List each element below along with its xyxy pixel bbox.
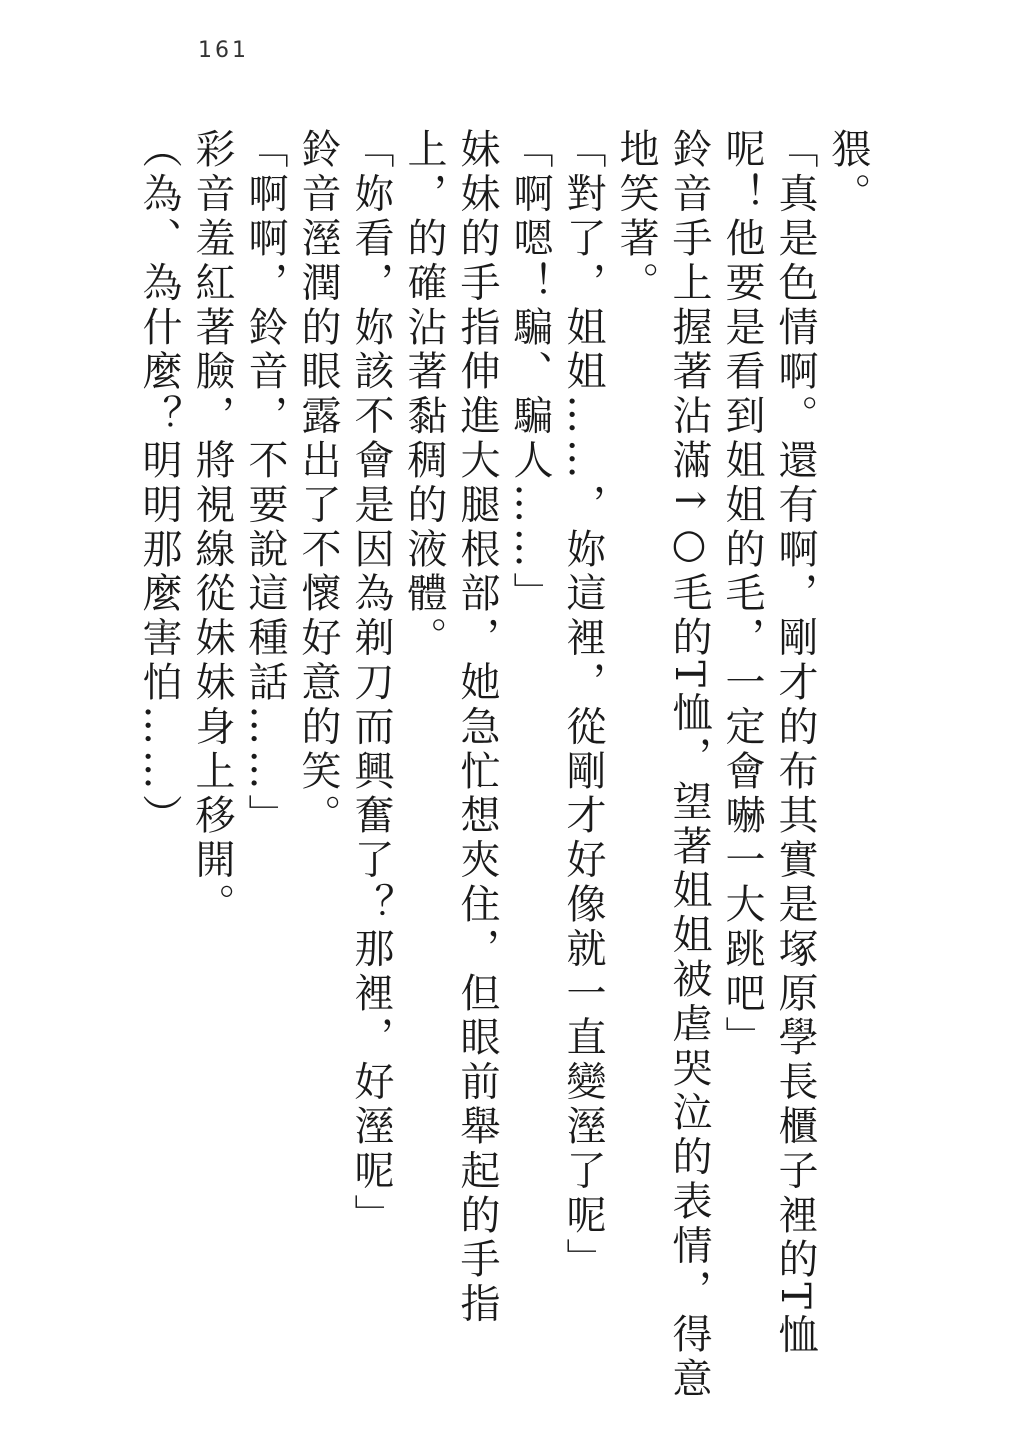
page-number: 161 xyxy=(198,38,249,63)
text-column: 鈴音溼潤的眼露出了不懷好意的笑。 xyxy=(295,128,341,839)
text-column: 「妳看，妳該不會是因為剃刀而興奮了？那裡，好溼呢」 xyxy=(348,128,394,1238)
vertical-text-body xyxy=(132,128,874,1402)
text-column: 妹妹的手指伸進大腿根部，她急忙想夾住，但眼前舉起的手指 xyxy=(454,128,500,1327)
text-column: 「啊啊，鈴音，不要說這種話……」 xyxy=(242,128,288,839)
text-column: 呢！他要是看到姐姐的毛，一定會嚇一大跳吧」 xyxy=(719,128,765,1061)
text-column: 上，的確沾著黏稠的液體。 xyxy=(401,128,447,661)
text-column: 「對了，姐姐……，妳這裡，從剛才好像就一直變溼了呢」 xyxy=(560,128,606,1283)
text-column: 彩音羞紅著臉，將視線從妹妹身上移開。 xyxy=(189,128,235,928)
text-column: 「啊嗯！騙、騙人……」 xyxy=(507,128,553,617)
text-column: 地笑著。 xyxy=(613,128,659,306)
text-column: 猥。 xyxy=(825,128,871,217)
text-column: 鈴音手上握著沾滿↑○毛的T恤，望著姐姐被虐哭泣的表情，得意 xyxy=(666,128,712,1402)
text-column: （為、為什麼？明明那麼害怕……） xyxy=(136,128,182,839)
text-column: 「真是色情啊。還有啊，剛才的布其實是塚原學長櫃子裡的T恤 xyxy=(772,128,818,1358)
